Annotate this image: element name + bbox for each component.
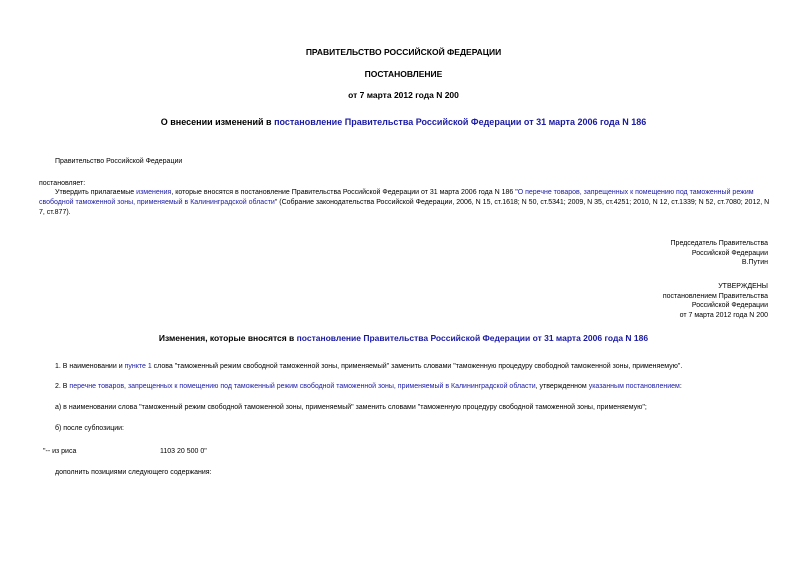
item-1: 1. В наименовании и пункте 1 слова "таможенный режим свободной таможенной зоны, применяемый" заменить словами "таможенную процедуру свободной таможенной зоны, применяемую". bbox=[55, 363, 683, 370]
changes-title-link[interactable]: постановление Правительства Российской Федерации от 31 марта 2006 года N 186 bbox=[296, 333, 649, 343]
doc-type-heading: ПОСТАНОВЛЕНИЕ bbox=[364, 69, 443, 79]
clause-1-link[interactable]: пункте 1 bbox=[124, 363, 152, 370]
item-b: б) после субпозиции: bbox=[55, 425, 124, 432]
goods-list-link[interactable]: перечне товаров, запрещенных к помещению под таможенный режим свободной таможенной зоны, применяемый в Калининградской области bbox=[69, 383, 536, 390]
signature-line-2: Российской Федерации bbox=[691, 249, 768, 257]
list-title-link[interactable]: О перечне товаров, запрещенных к помещению под таможенный режим свободной таможенной зоны, применяемый в Калининградской области bbox=[39, 189, 754, 206]
changes-title bbox=[0, 333, 807, 343]
title-prefix: О внесении изменений в bbox=[160, 117, 275, 127]
item-a: а) в наименовании слова "таможенный режим свободной таможенной зоны, применяемый" заменить словами "таможенную процедуру свободной таможенной зоны, применяемую"; bbox=[55, 404, 647, 411]
supplement-text: дополнить позициями следующего содержания: bbox=[55, 469, 212, 476]
changes-link[interactable]: изменения bbox=[136, 189, 172, 196]
resolution-link[interactable]: указанным постановлением bbox=[588, 383, 680, 390]
approved-line-4: от 7 марта 2012 года N 200 bbox=[679, 311, 768, 319]
changes-title-prefix: Изменения, которые вносятся в bbox=[158, 333, 297, 343]
signature-line-1: Председатель Правительства bbox=[670, 240, 768, 247]
approved-line-1: УТВЕРЖДЕНЫ bbox=[718, 283, 768, 290]
intro-government: Правительство Российской Федерации bbox=[55, 158, 183, 165]
signature-block bbox=[671, 239, 768, 268]
rice-item-name: "-- из риса bbox=[43, 448, 77, 455]
government-heading: ПРАВИТЕЛЬСТВО РОССИЙСКОЙ ФЕДЕРАЦИИ bbox=[305, 47, 502, 57]
title-link[interactable]: постановление Правительства Российской Федерации от 31 марта 2006 года N 186 bbox=[274, 117, 647, 127]
approved-line-3: Российской Федерации bbox=[691, 302, 768, 309]
approved-block bbox=[663, 282, 768, 320]
document-title bbox=[0, 117, 807, 127]
signature-line-3: В.Путин bbox=[741, 259, 768, 266]
rice-item-code: 1103 20 500 0" bbox=[160, 448, 207, 455]
resolution-paragraph: Утвердить прилагаемые изменения, которые вносятся в постановление Правительства Российской Федерации от 31 марта 2006 года N 186 "О перечне товаров, запрещенных к помещению под таможенный режим свободной таможенной зоны, применяемый в Калининградской области" (Собрание законодательства Российской Федерации, 2006, N 15, ст.1618; N 50, ст.5341; 2009, N 35, ст.4251; 2010, N 12, ст.1339; N 52, ст.7080; 2012, N 7, ст.877). bbox=[39, 189, 770, 216]
intro-resolves: постановляет: bbox=[39, 180, 86, 187]
date-number-heading: от 7 марта 2012 года N 200 bbox=[348, 90, 459, 100]
approved-line-2: постановлением Правительства bbox=[662, 292, 768, 300]
item-2: 2. В перечне товаров, запрещенных к помещению под таможенный режим свободной таможенной зоны, применяемый в Калининградской области, утвержденном указанным постановлением: bbox=[55, 383, 682, 390]
